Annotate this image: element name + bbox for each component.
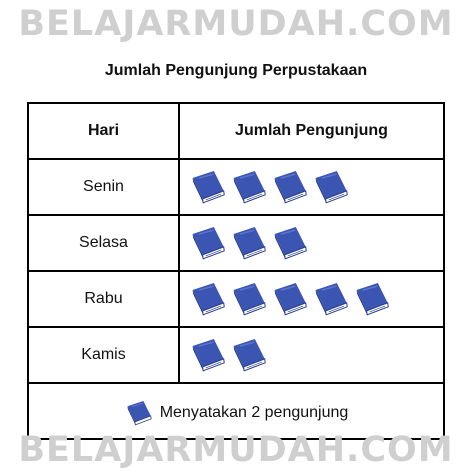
book-icon: [188, 223, 228, 263]
icons-row-senin: [184, 160, 443, 214]
day-label-selasa: Selasa: [79, 234, 128, 251]
book-icon: [229, 167, 269, 207]
header-visitors: Jumlah Pengunjung: [235, 122, 388, 139]
book-icon: [311, 279, 351, 319]
watermark-top: BELAJARMUDAH.COM: [18, 4, 454, 44]
book-icon: [188, 335, 228, 375]
header-day: Hari: [87, 122, 120, 139]
chart-title: Jumlah Pengunjung Perpustakaan: [104, 62, 368, 79]
book-icon: [311, 167, 351, 207]
book-icon: [229, 279, 269, 319]
book-icon: [229, 335, 269, 375]
pictograph-table: [27, 102, 445, 440]
day-label-senin: Senin: [83, 178, 124, 195]
watermark-bottom: BELAJARMUDAH.COM: [18, 430, 454, 470]
book-icon: [270, 223, 310, 263]
day-label-rabu: Rabu: [84, 290, 123, 307]
icons-row-kamis: [184, 328, 443, 382]
book-icon: [270, 167, 310, 207]
icons-row-selasa: [184, 216, 443, 270]
book-icon: [124, 398, 154, 428]
day-label-kamis: Kamis: [81, 346, 126, 363]
row-divider: [29, 382, 443, 384]
legend-text: Menyatakan 2 pengunjung: [159, 404, 349, 421]
book-icon: [229, 223, 269, 263]
icons-row-rabu: [184, 272, 443, 326]
book-icon: [270, 279, 310, 319]
book-icon: [188, 167, 228, 207]
book-icon: [188, 279, 228, 319]
book-icon: [352, 279, 392, 319]
